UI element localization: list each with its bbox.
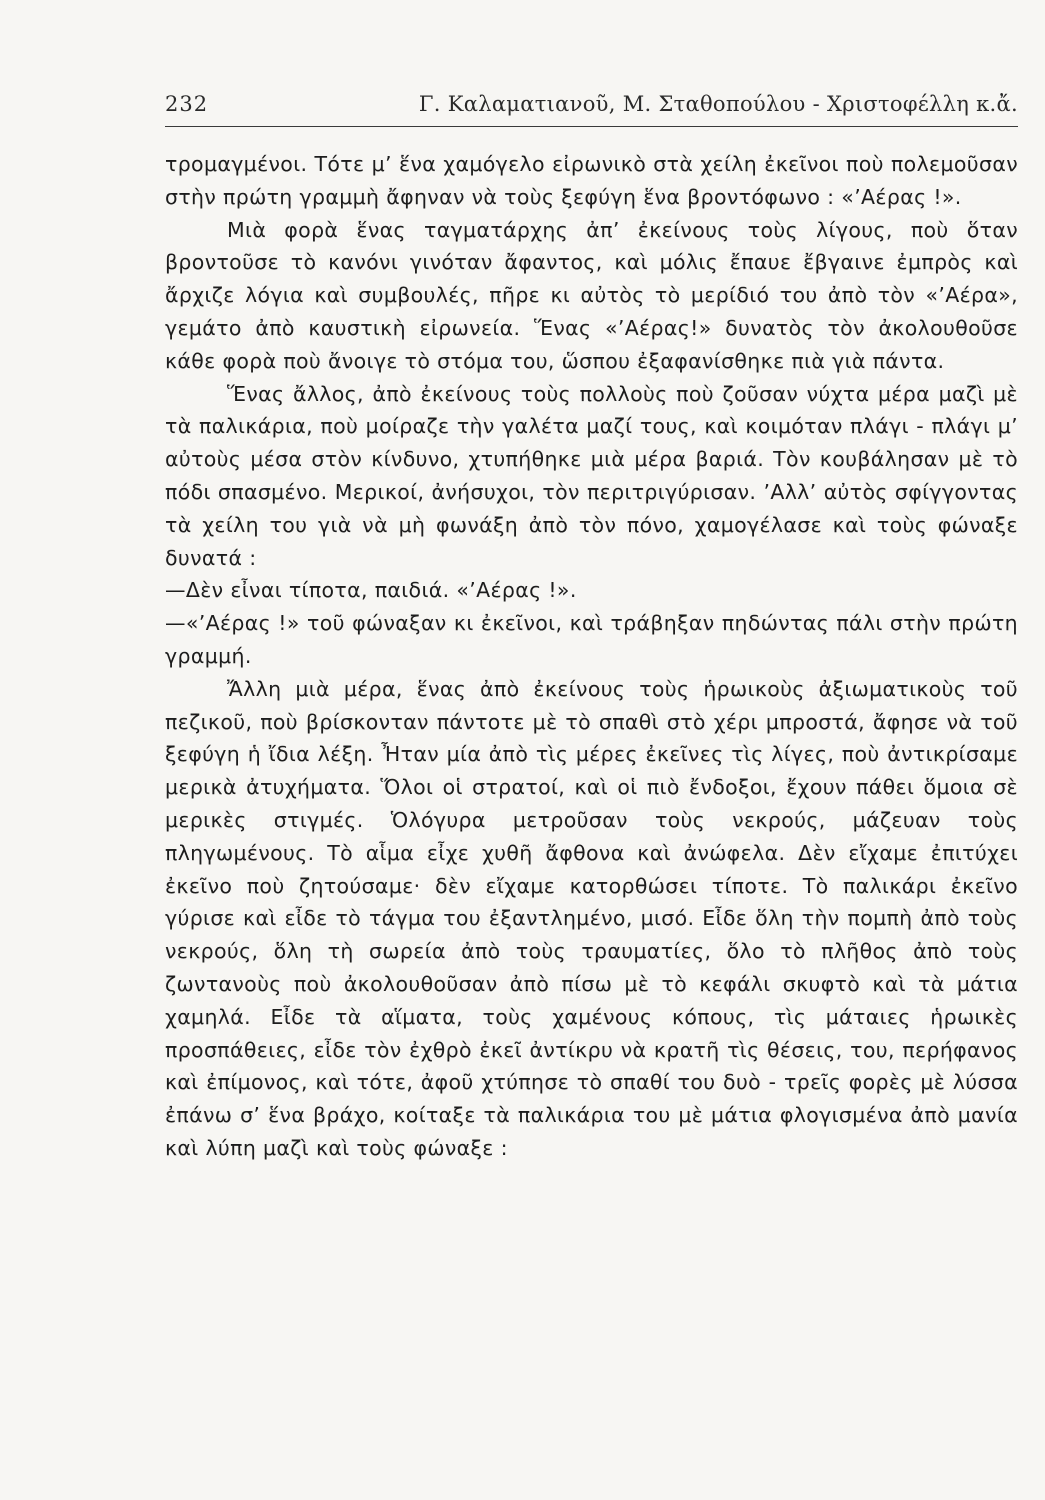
paragraph-continuation: τρομαγμένοι. Τότε μ’ ἕνα χαμόγελο εἰρωνικὸ στὰ χείλη ἐκεῖνοι ποὺ πολεμοῦσαν στὴν πρώτη γραμμὴ ἄφηναν νὰ τοὺς ξεφύγη ἕνα βροντόφωνο : «’Αέρας !». xyxy=(165,152,1018,209)
running-head: Γ. Καλαματιανοῦ, Μ. Σταθοπούλου - Χριστοφέλλη κ.ἄ. xyxy=(418,92,1018,116)
paragraph: Ἕνας ἄλλος, ἀπὸ ἐκείνους τοὺς πολλοὺς ποὺ ζοῦσαν νύχτα μέρα μαζὶ μὲ τὰ παλικάρια, ποὺ μοίραζε τὴν γαλέτα μαζί τους, καὶ κοιμόταν πλάγι - πλάγι μ’ αὐτοὺς μέσα στὸν κίνδυνο, χτυπήθηκε μιὰ μέρα βαριά. Τὸν κουβάλησαν μὲ τὸ πόδι σπασμένο. Μερικοί, ἀνήσυχοι, τὸν περιτριγύρισαν. ’Αλλ’ αὐτὸς σφίγγοντας τὰ χείλη του γιὰ νὰ μὴ φωνάξη ἀπὸ τὸν πόνο, χαμογέλασε καὶ τοὺς φώναξε δυνατά : xyxy=(165,381,1018,570)
dialogue-line: —Δὲν εἶναι τίποτα, παιδιά. «’Αέρας !». xyxy=(165,578,577,603)
body-text xyxy=(165,148,1018,1165)
paragraph: Ἄλλη μιὰ μέρα, ἕνας ἀπὸ ἐκείνους τοὺς ἡρωικοὺς ἀξιωματικοὺς τοῦ πεζικοῦ, ποὺ βρίσκονταν πάντοτε μὲ τὸ σπαθὶ στὸ χέρι μπροστά, ἄφησε νὰ τοῦ ξεφύγη ἡ ἴδια λέξη. Ἦταν μία ἀπὸ τὶς μέρες ἐκεῖνες τὶς λίγες, ποὺ ἀντικρίσαμε μερικὰ ἀτυχήματα. Ὅλοι οἱ στρατοί, καὶ οἱ πιὸ ἔνδοξοι, ἔχουν πάθει ὅμοια σὲ μερικὲς στιγμές. Ὁλόγυρα μετροῦσαν τοὺς νεκρούς, μάζευαν τοὺς πληγωμένους. Τὸ αἷμα εἶχε χυθῆ ἄφθονα καὶ ἀνώφελα. Δὲν εἴχαμε ἐπιτύχει ἐκεῖνο ποὺ ζητούσαμε· δὲν εἴχαμε κατορθώσει τίποτε. Τὸ παλικάρι ἐκεῖνο γύρισε καὶ εἶδε τὸ τάγμα του ἐξαντλημένο, μισό. Εἶδε ὅλη τὴν πομπὴ ἀπὸ τοὺς νεκρούς, ὅλη τὴ σωρεία ἀπὸ τοὺς τραυματίες, ὅλο τὸ πλῆθος ἀπὸ τοὺς ζωντανοὺς ποὺ ἀκολουθοῦσαν ἀπὸ πίσω μὲ τὸ κεφάλι σκυφτὸ καὶ τὰ μάτια χαμηλά. Εἶδε τὰ αἵματα, τοὺς χαμένους κόπους, τὶς μάταιες ἡρωικὲς προσπάθειες, εἶδε τὸν ἐχθρὸ ἐκεῖ ἀντίκρυ νὰ κρατῆ τὶς θέσεις, του, περήφανος καὶ ἐπίμονος, καὶ τότε, ἀφοῦ χτύπησε τὸ σπαθί του δυὸ - τρεῖς φορὲς μὲ λύσσα ἐπάνω σ’ ἕνα βράχο, κοίταξε τὰ παλικάρια του μὲ μάτια φλογισμένα ἀπὸ μανία καὶ λύπη μαζὶ καὶ τοὺς φώναξε : xyxy=(165,676,1018,1160)
header-rule xyxy=(165,126,1018,127)
dialogue-line: —«’Αέρας !» τοῦ φώναξαν κι ἐκεῖνοι, καὶ τράβηξαν πηδώντας πάλι στὴν πρώτη γραμμή. xyxy=(165,611,1018,668)
paragraph: Μιὰ φορὰ ἕνας ταγματάρχης ἀπ’ ἐκείνους τοὺς λίγους, ποὺ ὅταν βροντοῦσε τὸ κανόνι γινόταν ἄφαντος, καὶ μόλις ἔπαυε ἔβγαινε ἐμπρὸς καὶ ἄρχιζε λόγια καὶ συμβουλές, πῆρε κι αὐτὸς τὸ μερίδιό του ἀπὸ τὸν «’Αέρα», γεμάτο ἀπὸ καυστικὴ εἰρωνεία. Ἕνας «’Αέρας!» δυνατὸς τὸν ἀκολουθοῦσε κάθε φορὰ ποὺ ἄνοιγε τὸ στόμα του, ὥσπου ἐξαφανίσθηκε πιὰ γιὰ πάντα. xyxy=(165,217,1018,373)
page-number: 232 xyxy=(165,92,209,116)
page-header xyxy=(165,86,1018,126)
